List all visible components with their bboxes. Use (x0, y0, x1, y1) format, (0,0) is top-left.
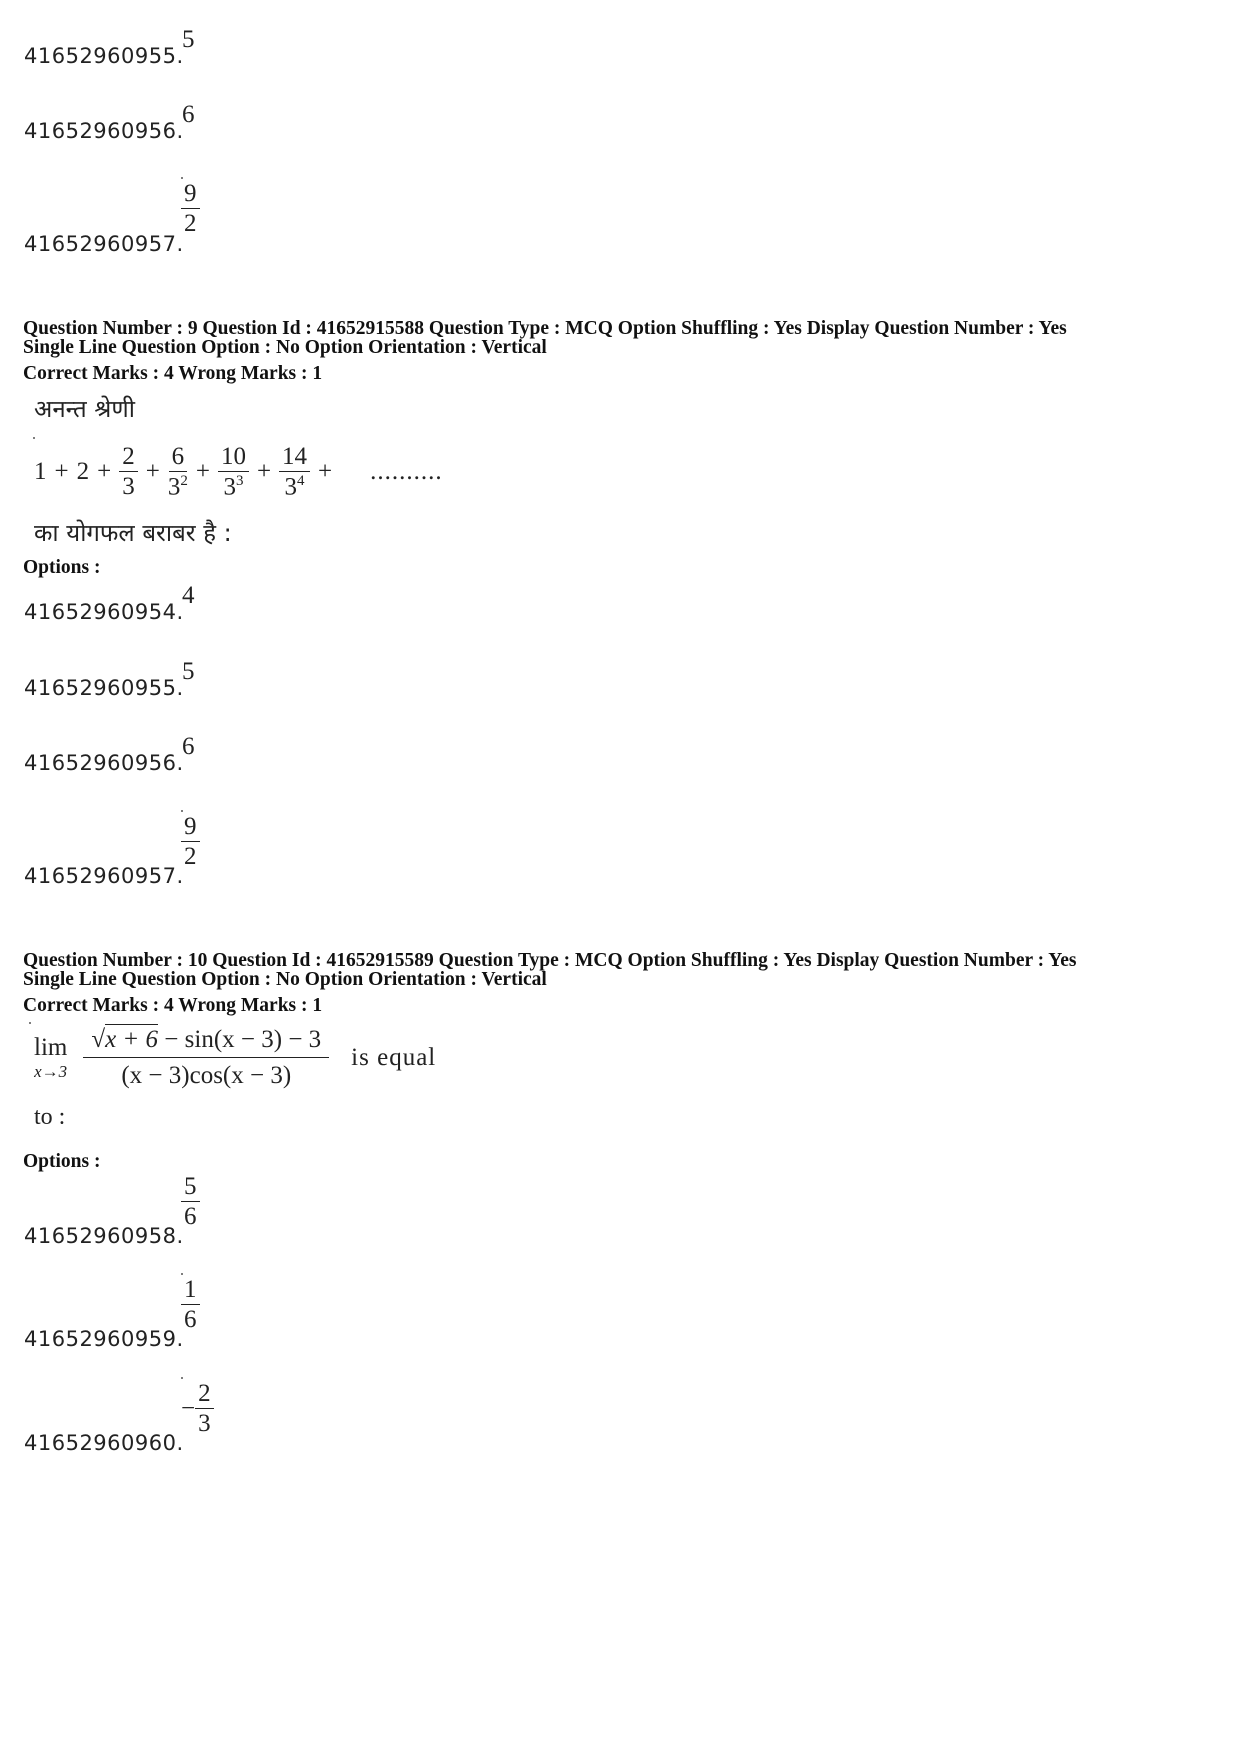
plus-sign: + (195, 458, 210, 486)
sqrt-argument: x + 6 (105, 1026, 159, 1053)
fraction-denominator: 2 (184, 843, 197, 871)
option-value: 5 (182, 658, 195, 685)
option-value: 6 (182, 733, 195, 760)
fraction-numerator: 10 (218, 444, 249, 472)
series-term: 2 (76, 458, 90, 486)
option-id: 41652960959. (24, 1327, 184, 1351)
fraction-denominator: 2 (184, 210, 197, 238)
question-meta-line2: Single Line Question Option : No Option Orientation : Vertical (23, 969, 547, 990)
base: 3 (223, 473, 236, 501)
series-fraction (279, 444, 310, 501)
question-marks: Correct Marks : 4 Wrong Marks : 1 (23, 363, 323, 384)
option-id: 41652960955. (24, 676, 184, 700)
option-fraction (181, 1381, 214, 1438)
option-value: 4 (182, 582, 195, 609)
base: 3 (167, 473, 181, 501)
lim-subscript: x→3 (34, 1062, 68, 1081)
fraction-numerator: 2 (119, 444, 138, 472)
lim-text: lim (34, 1034, 68, 1061)
series-fraction (119, 444, 138, 501)
option-id: 41652960958. (24, 1224, 184, 1248)
plus-sign: + (145, 458, 160, 486)
limit-suffix: is equal (351, 1044, 437, 1071)
option-fraction (181, 814, 200, 871)
series-term: 1 (34, 458, 47, 486)
question-meta: Question Number : 10 Question Id : 41652915589 Question Type : MCQ Option Shuffling : Yes Display Question Number : Yes (23, 950, 1077, 971)
question-prompt-end: का योगफल बराबर है : (34, 519, 232, 547)
option-fraction (181, 1174, 200, 1231)
question-prompt-end: to : (34, 1104, 66, 1130)
fraction-numerator: 2 (195, 1381, 214, 1409)
fraction-denominator: (x − 3)cos(x − 3) (121, 1062, 292, 1089)
sqrt-icon: √ (91, 1026, 106, 1053)
fraction-denominator: 6 (184, 1203, 197, 1231)
fraction-numerator: 6 (169, 444, 188, 472)
option-id: 41652960954. (24, 600, 184, 624)
exponent: 4 (297, 473, 305, 490)
fraction-denominator (223, 472, 243, 501)
fraction-numerator: 9 (181, 181, 200, 209)
fraction-numerator: 9 (181, 814, 200, 842)
question-meta-line2: Single Line Question Option : No Option Orientation : Vertical (23, 337, 547, 358)
fraction-numerator: 1 (181, 1277, 200, 1305)
question-marks: Correct Marks : 4 Wrong Marks : 1 (23, 995, 323, 1016)
option-id: 41652960955. (24, 44, 184, 68)
option-value: 6 (182, 101, 195, 128)
fraction-denominator (168, 472, 188, 501)
numerator-rest: − sin(x − 3) − 3 (158, 1026, 322, 1053)
fraction-denominator (285, 472, 305, 501)
plus-sign: + (256, 458, 272, 486)
question-prompt: अनन्त श्रेणी (34, 395, 135, 423)
limit-expression (34, 1026, 436, 1090)
fraction (195, 1381, 214, 1438)
plus-sign: + (318, 458, 333, 486)
option-fraction (181, 1277, 200, 1334)
option-id: 41652960956. (24, 751, 184, 775)
limit-operator (34, 1034, 67, 1082)
option-id: 41652960960. (24, 1431, 184, 1455)
fraction-denominator: 3 (122, 473, 135, 501)
option-id: 41652960956. (24, 119, 184, 143)
fraction-numerator: 14 (279, 444, 310, 472)
limit-fraction (83, 1026, 329, 1090)
options-label: Options : (23, 557, 101, 578)
exponent: 2 (180, 473, 188, 490)
series-expression (34, 444, 443, 501)
series-fraction (168, 444, 188, 501)
ellipsis: .......... (370, 458, 443, 486)
minus-sign: − (181, 1395, 196, 1423)
fraction-denominator: 3 (198, 1410, 211, 1438)
series-fraction (218, 444, 249, 501)
exponent: 3 (235, 473, 244, 490)
fraction-denominator: 6 (184, 1306, 197, 1334)
fraction-numerator (83, 1026, 329, 1058)
plus-sign: + (97, 458, 112, 486)
plus-sign: + (54, 458, 69, 486)
base: 3 (284, 473, 298, 501)
option-id: 41652960957. (24, 232, 184, 256)
option-id: 41652960957. (24, 864, 184, 888)
option-fraction (181, 181, 200, 238)
fraction-numerator: 5 (181, 1174, 200, 1202)
option-value: 5 (182, 26, 195, 53)
options-label: Options : (23, 1151, 101, 1172)
question-meta: Question Number : 9 Question Id : 41652915588 Question Type : MCQ Option Shuffling : Yes Display Question Number : Yes (23, 318, 1067, 339)
